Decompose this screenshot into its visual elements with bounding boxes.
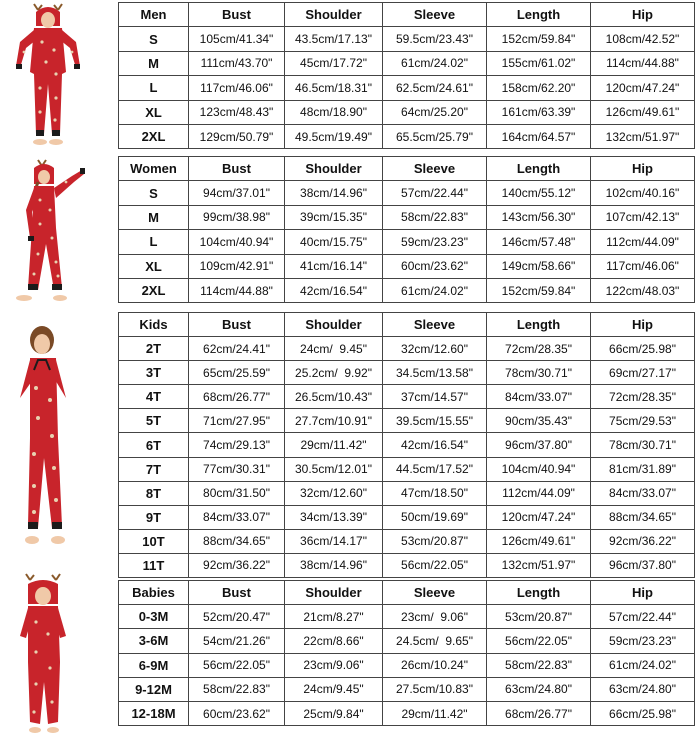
table-row	[119, 361, 695, 385]
table-row	[119, 205, 695, 229]
size-label: 2XL	[119, 124, 189, 148]
cell-length: 84cm/33.07"	[487, 385, 591, 409]
cell-shoulder: 45cm/17.72"	[285, 51, 383, 75]
cell-sleeve: 24.5cm/ 9.65"	[383, 629, 487, 653]
cell-shoulder: 34cm/13.39"	[285, 505, 383, 529]
cell-hip: 108cm/42.52"	[591, 27, 695, 51]
cell-sleeve: 59.5cm/23.43"	[383, 27, 487, 51]
cell-hip: 84cm/33.07"	[591, 481, 695, 505]
size-label: M	[119, 51, 189, 75]
cell-length: 72cm/28.35"	[487, 337, 591, 361]
size-label: 3T	[119, 361, 189, 385]
cell-length: 68cm/26.77"	[487, 701, 591, 725]
column-header-hip: Hip	[591, 157, 695, 181]
cell-sleeve: 32cm/12.60"	[383, 337, 487, 361]
size-label: 0-3M	[119, 605, 189, 629]
cell-hip: 66cm/25.98"	[591, 701, 695, 725]
table-row	[119, 409, 695, 433]
cell-hip: 126cm/49.61"	[591, 100, 695, 124]
cell-shoulder: 46.5cm/18.31"	[285, 76, 383, 100]
cell-hip: 81cm/31.89"	[591, 457, 695, 481]
column-header-hip: Hip	[591, 581, 695, 605]
size-label: L	[119, 230, 189, 254]
cell-sleeve: 26cm/10.24"	[383, 653, 487, 677]
cell-hip: 66cm/25.98"	[591, 337, 695, 361]
column-header-shoulder: Shoulder	[285, 581, 383, 605]
cell-hip: 114cm/44.88"	[591, 51, 695, 75]
cell-bust: 68cm/26.77"	[189, 385, 285, 409]
babies-size-table	[118, 580, 695, 726]
cell-bust: 109cm/42.91"	[189, 254, 285, 278]
table-row	[119, 124, 695, 148]
cell-hip: 57cm/22.44"	[591, 605, 695, 629]
header-row	[119, 313, 695, 337]
cell-shoulder: 41cm/16.14"	[285, 254, 383, 278]
cell-hip: 117cm/46.06"	[591, 254, 695, 278]
cell-length: 152cm/59.84"	[487, 278, 591, 302]
cell-bust: 77cm/30.31"	[189, 457, 285, 481]
man-in-red-pajama-onesie-photo	[8, 2, 88, 154]
column-header-bust: Bust	[189, 581, 285, 605]
size-label: 2T	[119, 337, 189, 361]
cell-bust: 84cm/33.07"	[189, 505, 285, 529]
column-header-sleeve: Sleeve	[383, 3, 487, 27]
cell-sleeve: 56cm/22.05"	[383, 553, 487, 577]
column-header-bust: Bust	[189, 157, 285, 181]
size-label: 7T	[119, 457, 189, 481]
column-header-hip: Hip	[591, 3, 695, 27]
cell-sleeve: 60cm/23.62"	[383, 254, 487, 278]
cell-shoulder: 39cm/15.35"	[285, 205, 383, 229]
size-label: S	[119, 181, 189, 205]
cell-bust: 129cm/50.79"	[189, 124, 285, 148]
column-header-length: Length	[487, 313, 591, 337]
cell-sleeve: 47cm/18.50"	[383, 481, 487, 505]
cell-hip: 59cm/23.23"	[591, 629, 695, 653]
group-label: Kids	[119, 313, 189, 337]
cell-length: 112cm/44.09"	[487, 481, 591, 505]
cell-length: 158cm/62.20"	[487, 76, 591, 100]
header-row	[119, 3, 695, 27]
size-label: S	[119, 27, 189, 51]
cell-length: 152cm/59.84"	[487, 27, 591, 51]
column-header-sleeve: Sleeve	[383, 313, 487, 337]
cell-length: 143cm/56.30"	[487, 205, 591, 229]
cell-bust: 104cm/40.94"	[189, 230, 285, 254]
cell-length: 132cm/51.97"	[487, 553, 591, 577]
cell-shoulder: 38cm/14.96"	[285, 553, 383, 577]
column-header-bust: Bust	[189, 3, 285, 27]
size-label: 5T	[119, 409, 189, 433]
woman-in-red-pajama-onesie-photo	[4, 158, 88, 308]
table-row	[119, 76, 695, 100]
cell-length: 164cm/64.57"	[487, 124, 591, 148]
table-row	[119, 529, 695, 553]
cell-bust: 56cm/22.05"	[189, 653, 285, 677]
cell-length: 149cm/58.66"	[487, 254, 591, 278]
cell-hip: 122cm/48.03"	[591, 278, 695, 302]
header-row	[119, 157, 695, 181]
cell-bust: 58cm/22.83"	[189, 677, 285, 701]
cell-length: 104cm/40.94"	[487, 457, 591, 481]
table-row	[119, 278, 695, 302]
cell-length: 56cm/22.05"	[487, 629, 591, 653]
cell-hip: 96cm/37.80"	[591, 553, 695, 577]
table-row	[119, 27, 695, 51]
table-row	[119, 337, 695, 361]
cell-hip: 78cm/30.71"	[591, 433, 695, 457]
cell-sleeve: 42cm/16.54"	[383, 433, 487, 457]
cell-hip: 112cm/44.09"	[591, 230, 695, 254]
column-header-length: Length	[487, 3, 591, 27]
table-row	[119, 701, 695, 725]
cell-sleeve: 57cm/22.44"	[383, 181, 487, 205]
men-size-table	[118, 2, 695, 149]
cell-hip: 107cm/42.13"	[591, 205, 695, 229]
cell-hip: 63cm/24.80"	[591, 677, 695, 701]
cell-bust: 54cm/21.26"	[189, 629, 285, 653]
size-label: 6T	[119, 433, 189, 457]
size-label: 8T	[119, 481, 189, 505]
cell-shoulder: 23cm/9.06"	[285, 653, 383, 677]
size-label: XL	[119, 100, 189, 124]
cell-bust: 117cm/46.06"	[189, 76, 285, 100]
table-row	[119, 481, 695, 505]
cell-bust: 123cm/48.43"	[189, 100, 285, 124]
size-label: M	[119, 205, 189, 229]
column-header-shoulder: Shoulder	[285, 157, 383, 181]
table-row	[119, 629, 695, 653]
cell-hip: 72cm/28.35"	[591, 385, 695, 409]
cell-sleeve: 23cm/ 9.06"	[383, 605, 487, 629]
cell-length: 90cm/35.43"	[487, 409, 591, 433]
cell-shoulder: 30.5cm/12.01"	[285, 457, 383, 481]
size-label: 9-12M	[119, 677, 189, 701]
column-header-sleeve: Sleeve	[383, 157, 487, 181]
cell-bust: 65cm/25.59"	[189, 361, 285, 385]
cell-sleeve: 37cm/14.57"	[383, 385, 487, 409]
table-row	[119, 100, 695, 124]
cell-sleeve: 59cm/23.23"	[383, 230, 487, 254]
table-row	[119, 181, 695, 205]
table-row	[119, 385, 695, 409]
cell-shoulder: 48cm/18.90"	[285, 100, 383, 124]
cell-hip: 120cm/47.24"	[591, 76, 695, 100]
size-label: 6-9M	[119, 653, 189, 677]
cell-sleeve: 61cm/24.02"	[383, 278, 487, 302]
cell-sleeve: 39.5cm/15.55"	[383, 409, 487, 433]
cell-bust: 105cm/41.34"	[189, 27, 285, 51]
cell-bust: 74cm/29.13"	[189, 433, 285, 457]
cell-bust: 111cm/43.70"	[189, 51, 285, 75]
cell-shoulder: 24cm/ 9.45"	[285, 337, 383, 361]
cell-bust: 52cm/20.47"	[189, 605, 285, 629]
size-label: 3-6M	[119, 629, 189, 653]
cell-shoulder: 42cm/16.54"	[285, 278, 383, 302]
cell-hip: 69cm/27.17"	[591, 361, 695, 385]
cell-bust: 94cm/37.01"	[189, 181, 285, 205]
cell-shoulder: 25cm/9.84"	[285, 701, 383, 725]
cell-length: 120cm/47.24"	[487, 505, 591, 529]
cell-sleeve: 62.5cm/24.61"	[383, 76, 487, 100]
group-label: Men	[119, 3, 189, 27]
cell-bust: 92cm/36.22"	[189, 553, 285, 577]
cell-length: 78cm/30.71"	[487, 361, 591, 385]
table-row	[119, 605, 695, 629]
cell-sleeve: 64cm/25.20"	[383, 100, 487, 124]
cell-shoulder: 21cm/8.27"	[285, 605, 383, 629]
cell-sleeve: 53cm/20.87"	[383, 529, 487, 553]
cell-length: 63cm/24.80"	[487, 677, 591, 701]
column-header-length: Length	[487, 157, 591, 181]
group-label: Women	[119, 157, 189, 181]
cell-bust: 60cm/23.62"	[189, 701, 285, 725]
women-size-table	[118, 156, 695, 303]
cell-length: 155cm/61.02"	[487, 51, 591, 75]
cell-shoulder: 24cm/9.45"	[285, 677, 383, 701]
column-header-sleeve: Sleeve	[383, 581, 487, 605]
table-row	[119, 254, 695, 278]
cell-hip: 75cm/29.53"	[591, 409, 695, 433]
cell-sleeve: 58cm/22.83"	[383, 205, 487, 229]
cell-bust: 88cm/34.65"	[189, 529, 285, 553]
cell-sleeve: 50cm/19.69"	[383, 505, 487, 529]
size-label: 12-18M	[119, 701, 189, 725]
cell-bust: 80cm/31.50"	[189, 481, 285, 505]
cell-shoulder: 43.5cm/17.13"	[285, 27, 383, 51]
cell-length: 58cm/22.83"	[487, 653, 591, 677]
kids-size-table	[118, 312, 695, 578]
cell-shoulder: 32cm/12.60"	[285, 481, 383, 505]
column-header-bust: Bust	[189, 313, 285, 337]
table-row	[119, 677, 695, 701]
table-row	[119, 230, 695, 254]
table-row	[119, 553, 695, 577]
cell-length: 53cm/20.87"	[487, 605, 591, 629]
baby-in-red-pajama-onesie-photo	[16, 572, 70, 738]
cell-sleeve: 65.5cm/25.79"	[383, 124, 487, 148]
cell-shoulder: 36cm/14.17"	[285, 529, 383, 553]
cell-shoulder: 49.5cm/19.49"	[285, 124, 383, 148]
column-header-hip: Hip	[591, 313, 695, 337]
cell-sleeve: 61cm/24.02"	[383, 51, 487, 75]
cell-length: 96cm/37.80"	[487, 433, 591, 457]
cell-hip: 88cm/34.65"	[591, 505, 695, 529]
column-header-length: Length	[487, 581, 591, 605]
cell-length: 146cm/57.48"	[487, 230, 591, 254]
cell-bust: 71cm/27.95"	[189, 409, 285, 433]
size-label: 10T	[119, 529, 189, 553]
cell-hip: 102cm/40.16"	[591, 181, 695, 205]
column-header-shoulder: Shoulder	[285, 313, 383, 337]
size-label: 4T	[119, 385, 189, 409]
size-label: 9T	[119, 505, 189, 529]
size-label: 11T	[119, 553, 189, 577]
header-row	[119, 581, 695, 605]
cell-bust: 99cm/38.98"	[189, 205, 285, 229]
table-row	[119, 51, 695, 75]
cell-hip: 92cm/36.22"	[591, 529, 695, 553]
size-label: XL	[119, 254, 189, 278]
cell-bust: 62cm/24.41"	[189, 337, 285, 361]
group-label: Babies	[119, 581, 189, 605]
cell-length: 126cm/49.61"	[487, 529, 591, 553]
cell-length: 140cm/55.12"	[487, 181, 591, 205]
cell-hip: 61cm/24.02"	[591, 653, 695, 677]
size-label: 2XL	[119, 278, 189, 302]
cell-sleeve: 44.5cm/17.52"	[383, 457, 487, 481]
cell-sleeve: 34.5cm/13.58"	[383, 361, 487, 385]
cell-length: 161cm/63.39"	[487, 100, 591, 124]
cell-shoulder: 27.7cm/10.91"	[285, 409, 383, 433]
cell-shoulder: 38cm/14.96"	[285, 181, 383, 205]
cell-hip: 132cm/51.97"	[591, 124, 695, 148]
size-label: L	[119, 76, 189, 100]
table-row	[119, 433, 695, 457]
cell-shoulder: 26.5cm/10.43"	[285, 385, 383, 409]
cell-shoulder: 22cm/8.66"	[285, 629, 383, 653]
column-header-shoulder: Shoulder	[285, 3, 383, 27]
child-in-red-pajama-onesie-photo	[12, 318, 76, 558]
table-row	[119, 653, 695, 677]
cell-shoulder: 29cm/11.42"	[285, 433, 383, 457]
cell-bust: 114cm/44.88"	[189, 278, 285, 302]
cell-shoulder: 40cm/15.75"	[285, 230, 383, 254]
cell-sleeve: 29cm/11.42"	[383, 701, 487, 725]
table-row	[119, 457, 695, 481]
cell-shoulder: 25.2cm/ 9.92"	[285, 361, 383, 385]
table-row	[119, 505, 695, 529]
cell-sleeve: 27.5cm/10.83"	[383, 677, 487, 701]
